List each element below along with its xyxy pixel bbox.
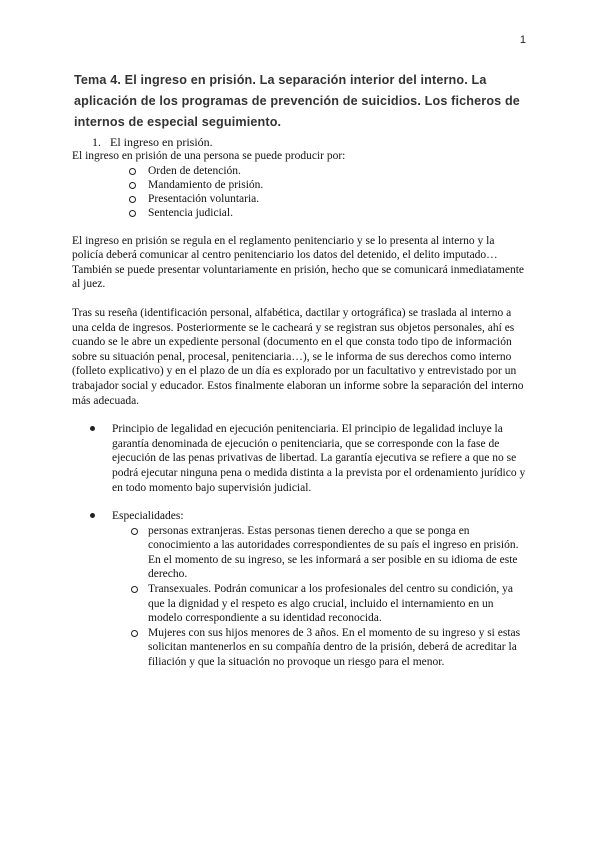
list-item: Presentación voluntaria. (129, 192, 526, 206)
bullet-list (74, 509, 526, 670)
list-item: Sentencia judicial. (129, 206, 526, 220)
page-number: 1 (519, 34, 526, 46)
bullet-item: Principio de legalidad en ejecución penitenciaria. El principio de legalidad incluye la garantía denominada de ejecución o penitenciaria, que se corresponde con la fase de ejecución de las penas privativas de libertad. La garantía ejecutiva se refiere a que no se podrá ejecutar ninguna pena o medida distinta a la prevista por el ordenamiento jurídico y en todo momento bajo supervisión judicial. (88, 422, 526, 495)
section-title: El ingreso en prisión. (110, 135, 213, 149)
list-item: personas extranjeras. Estas personas tienen derecho a que se ponga en conocimiento a las autoridades correspondientes de su país el ingreso en prisión. En el momento de su ingreso, se les informará a ser posible en su idioma de este derecho. (131, 524, 526, 582)
paragraph: Tras su reseña (identificación personal, alfabética, dactilar y ortográfica) se traslada al interno a una celda de ingresos. Posteriormente se le cacheará y se registran sus objetos personales, ahí es cuando se le abre un expediente personal (documento en el que consta todo tipo de información sobre su situación penal, procesal, penitenciaria…), se le informa de sus derechos como interno (folleto explicativo) y en el plazo de un día es explorado por un facultativo y entrevistado por un trabajador social y educador. Estos finalmente elaboran un informe sobre la separación del interno más adecuada. (72, 306, 524, 407)
document-title: Tema 4. El ingreso en prisión. La separación interior del interno. La aplicación de los programas de prevención de suicidios. Los ficheros de internos de especial seguimiento. (74, 73, 520, 129)
list-item: Mandamiento de prisión. (129, 178, 526, 192)
list-item: Transexuales. Podrán comunicar a los profesionales del centro su condición, ya que la dignidad y el respeto es algo crucial, incluido el internamiento en un modelo correspondiente a su identidad reconocida. (131, 582, 526, 626)
list-item: Mujeres con sus hijos menores de 3 años. En el momento de su ingreso y si estas solicitan mantenerlos en su compañía dentro de la prisión, deberá de acreditar la filiación y que la situación no provoque un riesgo para el menor. (131, 626, 526, 670)
document-body (74, 70, 526, 670)
specialties-label: Especialidades: (112, 510, 184, 523)
admission-causes-list (74, 164, 526, 220)
section-number: 1. (92, 135, 101, 149)
paragraph: El ingreso en prisión se regula en el reglamento penitenciario y se lo presenta al interno y la policía deberá comunicar al centro penitenciario los datos del detenido, el delito imputado… También se puede presentar voluntariamente en prisión, hecho que se comunicará inmediatamente al juez. (72, 234, 524, 291)
bullet-item-specialties (88, 509, 526, 670)
section-intro: El ingreso en prisión de una persona se puede producir por: (72, 150, 346, 162)
bullet-list (74, 422, 526, 495)
list-item: Orden de detención. (129, 164, 526, 178)
specialties-list (112, 524, 526, 670)
section-heading (92, 135, 526, 149)
